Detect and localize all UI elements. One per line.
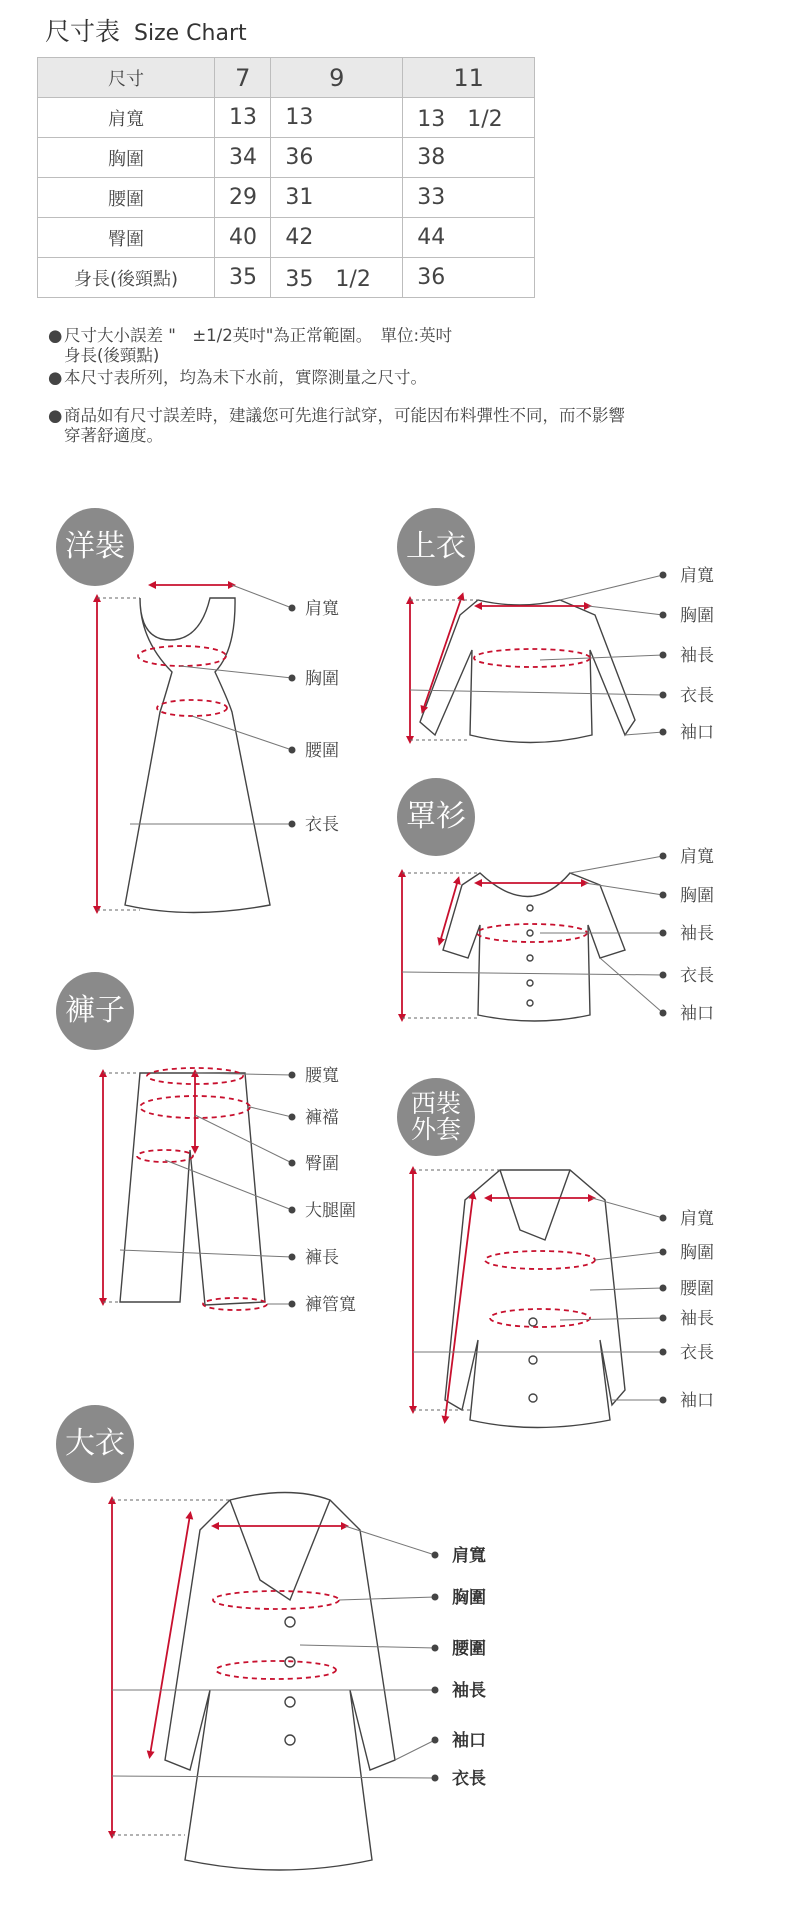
note-fitting: ●商品如有尺寸誤差時，建議您可先進行試穿，可能因布料彈性不同，而不影響 穿著舒適度。 xyxy=(48,406,625,445)
table-header-cell: 11 xyxy=(403,58,535,98)
table-cell: 29 xyxy=(215,178,271,218)
top-label: 袖口 xyxy=(680,723,714,743)
note-measurement: ●本尺寸表所列，均為未下水前，實際測量之尺寸。 xyxy=(48,368,427,387)
table-row-label: 臀圍 xyxy=(38,218,215,258)
pants-outline xyxy=(120,1073,265,1305)
table-cell: 40 xyxy=(215,218,271,258)
blouse-label: 袖長 xyxy=(680,924,714,944)
badge-blouse: 罩衫 xyxy=(397,778,475,856)
table-header-cell: 9 xyxy=(271,58,403,98)
pants-label: 褲管寬 xyxy=(305,1295,356,1315)
table-cell: 31 xyxy=(271,178,403,218)
bullet-icon: ● xyxy=(48,368,63,387)
table-cell: 13 1/2 xyxy=(403,98,535,138)
dress-label: 胸圍 xyxy=(305,669,339,689)
dress-outline xyxy=(125,598,270,913)
table-cell: 42 xyxy=(271,218,403,258)
top-label: 肩寬 xyxy=(680,566,714,586)
table-row xyxy=(38,98,535,138)
badge-pants: 褲子 xyxy=(56,972,134,1050)
top-outline xyxy=(420,600,635,743)
suit-label: 胸圍 xyxy=(680,1243,714,1263)
table-header-cell: 7 xyxy=(215,58,271,98)
table-cell: 36 xyxy=(403,258,535,298)
table-row-label: 胸圍 xyxy=(38,138,215,178)
coat-outline xyxy=(165,1493,395,1871)
page-title: 尺寸表 Size Chart xyxy=(45,17,247,46)
table-cell: 44 xyxy=(403,218,535,258)
coat-label: 衣長 xyxy=(452,1769,486,1789)
table-row-label: 身長(後頸點) xyxy=(38,258,215,298)
coat-label: 腰圍 xyxy=(452,1639,486,1659)
badge-dress: 洋裝 xyxy=(56,508,134,586)
size-table xyxy=(37,57,535,298)
note-tolerance: ●尺寸大小誤差 " ±1/2英吋"為正常範圍。 單位:英吋 身長(後頸點) xyxy=(48,326,453,365)
top-label: 袖長 xyxy=(680,646,714,666)
table-cell: 13 xyxy=(215,98,271,138)
suit-label: 袖長 xyxy=(680,1309,714,1329)
table-cell: 35 1/2 xyxy=(271,258,403,298)
pants-label: 褲長 xyxy=(305,1248,339,1268)
bullet-icon: ● xyxy=(48,406,63,425)
blouse-label: 衣長 xyxy=(680,966,714,986)
dress-label: 肩寬 xyxy=(305,599,339,619)
coat-label: 肩寬 xyxy=(452,1546,486,1566)
suit-label: 衣長 xyxy=(680,1343,714,1363)
pants-label: 褲襠 xyxy=(305,1108,339,1128)
table-cell: 35 xyxy=(215,258,271,298)
top-label: 胸圍 xyxy=(680,606,714,626)
suit-label: 肩寬 xyxy=(680,1209,714,1229)
coat-label: 袖長 xyxy=(452,1681,486,1701)
pants-label: 大腿圍 xyxy=(305,1201,356,1221)
garment-illustrations xyxy=(0,480,789,1920)
table-cell: 13 xyxy=(271,98,403,138)
suit-label: 腰圍 xyxy=(680,1279,714,1299)
blouse-label: 袖口 xyxy=(680,1004,714,1024)
table-row-label: 肩寬 xyxy=(38,98,215,138)
dress-label: 衣長 xyxy=(305,815,339,835)
table-header-row xyxy=(38,58,535,98)
table-row xyxy=(38,138,535,178)
bullet-icon: ● xyxy=(48,326,63,345)
badge-coat: 大衣 xyxy=(56,1405,134,1483)
table-header-cell: 尺寸 xyxy=(38,58,215,98)
table-cell: 36 xyxy=(271,138,403,178)
blouse-label: 肩寬 xyxy=(680,847,714,867)
badge-top: 上衣 xyxy=(397,508,475,586)
blouse-label: 胸圍 xyxy=(680,886,714,906)
top-label: 衣長 xyxy=(680,686,714,706)
suit-label: 袖口 xyxy=(680,1391,714,1411)
coat-label: 袖口 xyxy=(452,1731,486,1751)
table-cell: 34 xyxy=(215,138,271,178)
table-cell: 38 xyxy=(403,138,535,178)
pants-label: 臀圍 xyxy=(305,1154,339,1174)
coat-label: 胸圍 xyxy=(452,1588,486,1608)
table-row-label: 腰圍 xyxy=(38,178,215,218)
table-row xyxy=(38,218,535,258)
page-title-en: Size Chart xyxy=(134,21,247,46)
table-row xyxy=(38,178,535,218)
pants-label: 腰寬 xyxy=(305,1066,339,1086)
dress-label: 腰圍 xyxy=(305,741,339,761)
badge-suit: 西裝 外套 xyxy=(397,1078,475,1156)
table-row xyxy=(38,258,535,298)
table-cell: 33 xyxy=(403,178,535,218)
blouse-outline xyxy=(443,873,625,1021)
